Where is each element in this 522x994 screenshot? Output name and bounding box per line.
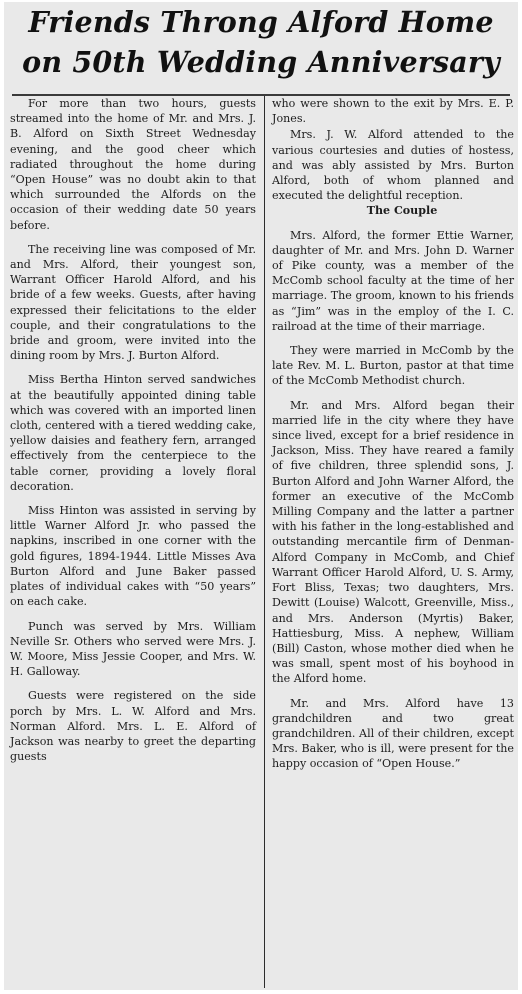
paragraph-married: They were married in McComb by the late Rev. M. L. Burton, pastor at that time of the McComb Methodist church. [272,344,514,388]
column-divider [264,96,265,988]
paragraph-family: Mr. and Mrs. Alford began their married life in the city where they have since lived, except for a brief residence in Jackson, Miss. They have reared a family of five children, three splendid sons, J. Burton Alford and John Warner Alford, the former an executive of the McComb Milling Company and the latter a partner with his father in the long-established and outstanding mercantile firm of Denman-Alford Company in McComb, and Chief Warrant Officer Harold Alford, U. S. Army, Fort Bliss, Texas; two daughters, Mrs. Dewitt (Louise) Walcott, Greenville, Miss., and Mrs. Anderson (Myrtis) Baker, Hattiesburg, Miss. A nephew, William (Bill) Caston, whose mother died when he was small, spent most of his boyhood in the Alford home. [272,398,514,686]
paragraph-receiving-line: The receiving line was composed of Mr. and Mrs. Alford, their youngest son, Warrant Officer Harold Alford, and his bride of a few weeks. Guests, after having expressed their felicitations to the elder couple, and their congratulations to the bride and groom, were invited into the dining room by Mrs. J. Burton Alford. [10,242,256,363]
paragraph-punch: Punch was served by Mrs. William Neville Sr. Others who served were Mrs. J. W. Moore, Miss Jessie Cooper, and Mrs. W. H. Galloway. [10,619,256,679]
right-column [268,96,514,781]
paragraph-continued: who were shown to the exit by Mrs. E. P. Jones. [272,97,514,126]
paragraph-grandchildren: Mr. and Mrs. Alford have 13 grandchildren and two great grandchildren. All of their children, except Mrs. Baker, who is ill, were present for the happy occasion of “Open House.” [272,696,514,771]
paragraph-guests-registered: Guests were registered on the side porch by Mrs. L. W. Alford and Mrs. Norman Alford. Mrs. L. E. Alford of Jackson was nearby to greet the departing guests [10,689,256,764]
paragraph-napkins: Miss Hinton was assisted in serving by little Warner Alford Jr. who passed the napkins, inscribed in one corner with the gold figures, 1894-1944. Little Misses Ava Burton Alford and June Baker passed plates of individual cakes with “50 years” on each cake. [10,504,256,609]
paragraph-couple: Mrs. Alford, the former Ettie Warner, daughter of Mr. and Mrs. John D. Warner of Pike county, was a member of the McComb school faculty at the time of her marriage. The groom, known to his friends as “Jim” was in the employ of the I. C. railroad at the time of their marriage. [272,228,514,333]
headline-line-1: Friends Throng Alford Home [28,5,494,39]
headline [12,2,510,82]
left-column [10,96,262,773]
paragraph-dining-table: Miss Bertha Hinton served sandwiches at the beautifully appointed dining table which was covered with an imported linen cloth, centered with a tiered wedding cake, yellow daisies and feathery fern, arranged effectively from the centerpiece to the table corner, providing a lovely floral decoration. [10,373,256,493]
paragraph-open-house: For more than two hours, guests streamed into the home of Mr. and Mrs. J. B. Alford on Sixth Street Wednesday evening, and the good cheer which radiated throughout the home during “Open House” was no doubt akin to that which surrounded the Alfords on the occasion of their wedding date 50 years before. [10,97,256,232]
headline-line-2: on 50th Wedding Anniversary [22,45,500,79]
subhead-the-couple: The Couple [366,204,438,218]
paragraph-hostess: Mrs. J. W. Alford attended to the various courtesies and duties of hostess, and was ably assisted by Mrs. Burton Alford, both of whom planned and executed the delightful reception. [272,128,514,203]
newspaper-clipping [4,2,518,990]
